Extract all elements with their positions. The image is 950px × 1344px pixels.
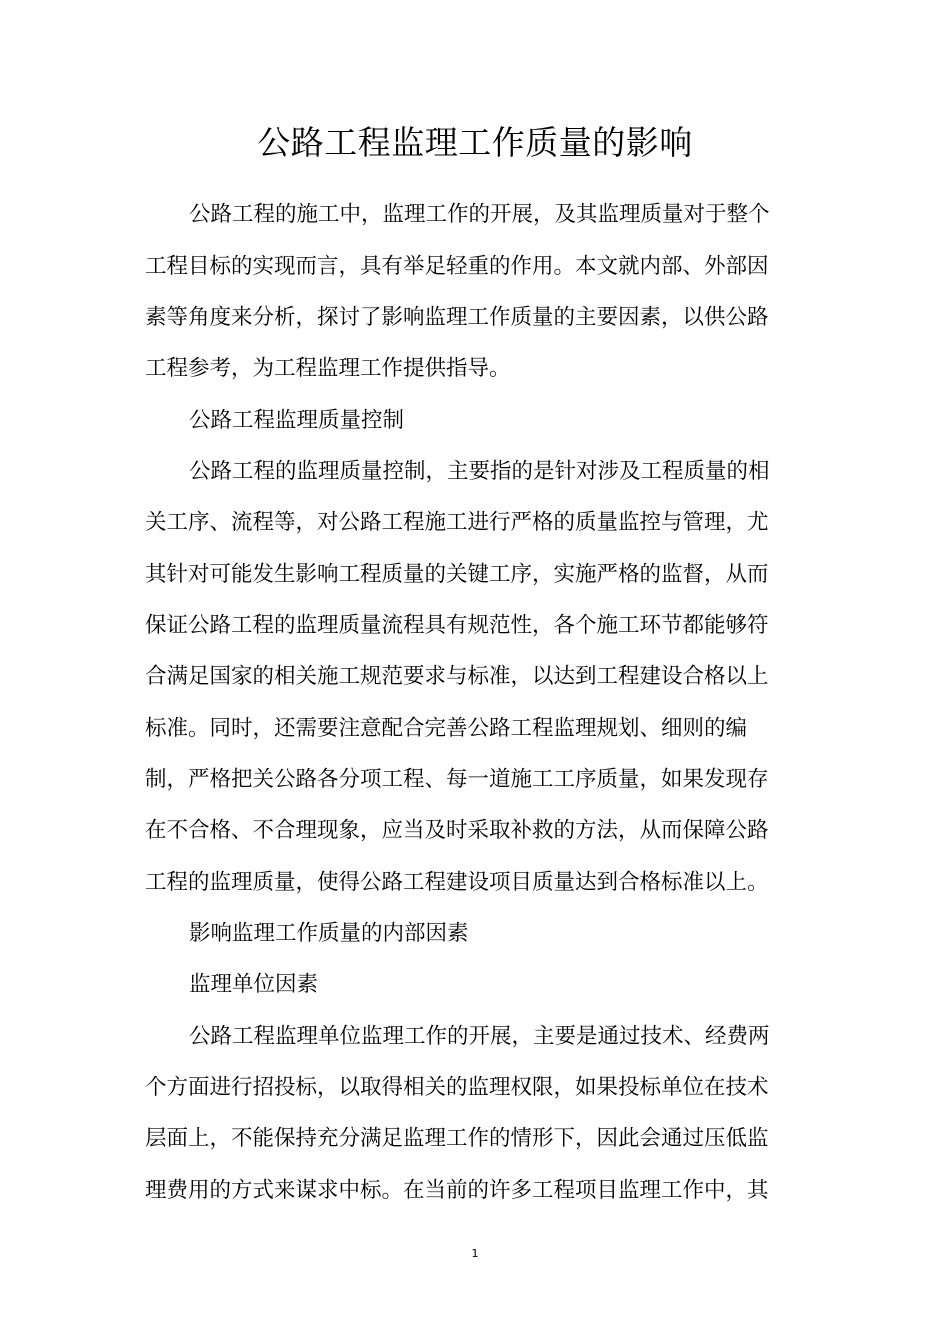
paragraph-line: 素等角度来分析，探讨了影响监理工作质量的主要因素，以供公路 [145, 305, 769, 330]
paragraph-line: 合满足国家的相关施工规范要求与标准，以达到工程建设合格以上 [145, 664, 769, 689]
paragraph-line: 其针对可能发生影响工程质量的关键工序，实施严格的监督，从而 [145, 562, 769, 587]
paragraph-line: 层面上，不能保持充分满足监理工作的情形下，因此会通过压低监 [145, 1126, 769, 1151]
subsection-heading: 监理单位因素 [189, 972, 319, 997]
section-heading: 公路工程监理质量控制 [189, 408, 405, 433]
paragraph-line: 公路工程的施工中，监理工作的开展，及其监理质量对于整个 [189, 202, 770, 227]
paragraph-line: 在不合格、不合理现象，应当及时采取补救的方法，从而保障公路 [145, 818, 769, 843]
page-number: 1 [471, 1247, 479, 1260]
paragraph-line: 关工序、流程等，对公路工程施工进行严格的质量监控与管理，尤 [145, 510, 769, 535]
paragraph-line: 工程参考，为工程监理工作提供指导。 [145, 356, 511, 381]
paragraph-line: 公路工程监理单位监理工作的开展，主要是通过技术、经费两 [189, 1024, 770, 1049]
paragraph-line: 理费用的方式来谋求中标。在当前的许多工程项目监理工作中，其 [145, 1178, 769, 1203]
section-heading: 影响监理工作质量的内部因素 [189, 921, 469, 946]
document-title: 公路工程监理工作质量的影响 [257, 123, 693, 162]
paragraph-line: 公路工程的监理质量控制，主要指的是针对涉及工程质量的相 [189, 459, 770, 484]
paragraph-line: 标准。同时，还需要注意配合完善公路工程监理规划、细则的编 [145, 716, 748, 741]
paragraph-line: 工程的监理质量，使得公路工程建设项目质量达到合格标准以上。 [145, 870, 769, 895]
paragraph-line: 个方面进行招投标，以取得相关的监理权限，如果投标单位在技术 [145, 1075, 769, 1100]
paragraph-line: 保证公路工程的监理质量流程具有规范性，各个施工环节都能够符 [145, 613, 769, 638]
paragraph-line: 工程目标的实现而言，具有举足轻重的作用。本文就内部、外部因 [145, 254, 769, 279]
paragraph-line: 制，严格把关公路各分项工程、每一道施工工序质量，如果发现存 [145, 767, 769, 792]
